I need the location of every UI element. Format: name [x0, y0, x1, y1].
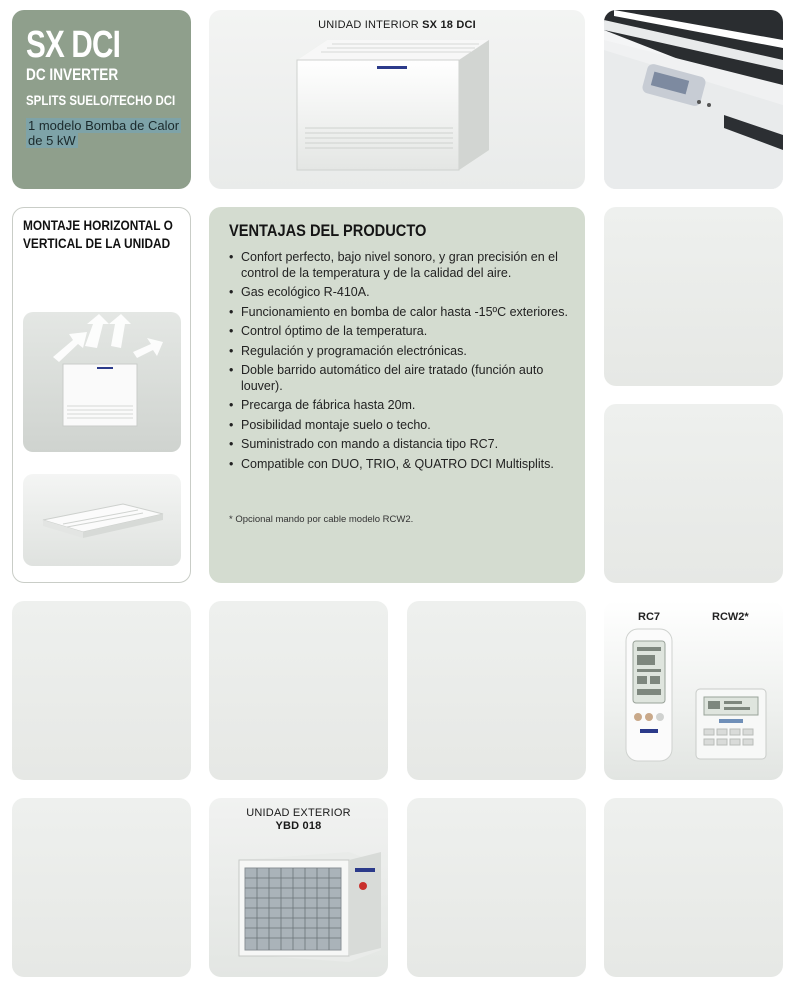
outdoor-unit-image	[209, 798, 388, 977]
outdoor-unit-label: UNIDAD EXTERIOR	[246, 807, 351, 819]
mounting-tile	[12, 207, 191, 583]
outdoor-unit-tile	[209, 798, 388, 977]
empty-tile	[604, 404, 783, 583]
advantage-item: • Precarga de fábrica hasta 20m.	[229, 397, 581, 413]
ceiling-mount-photo	[23, 474, 181, 566]
rcw2-label: RCW2*	[712, 611, 749, 623]
header-tile	[12, 10, 191, 189]
empty-tile	[604, 207, 783, 386]
rc7-label: RC7	[638, 611, 661, 623]
remotes-tile	[604, 601, 783, 780]
product-category: SPLITS SUELO/TECHO DCI	[26, 92, 176, 108]
floor-unit-airflow-image	[23, 312, 181, 452]
indoor-unit-tile	[209, 10, 585, 189]
indoor-unit-label: UNIDAD INTERIOR	[318, 19, 419, 31]
advantage-item: • Confort perfecto, bajo nivel sonoro, y gran precisión en el control de la temperatura y de la calidad del aire.	[229, 249, 581, 281]
remote-controls-image	[604, 601, 783, 780]
advantage-item: • Gas ecológico R-410A.	[229, 284, 581, 300]
models-available	[26, 118, 181, 148]
advantages-title: VENTAJAS DEL PRODUCTO	[229, 221, 427, 240]
advantages-tile	[209, 207, 585, 583]
product-subtitle: DC INVERTER	[26, 65, 119, 84]
indoor-unit-model: SX 18 DCI	[422, 19, 476, 31]
empty-tile	[12, 601, 191, 780]
models-line-2: de 5 kW	[28, 133, 76, 148]
models-line-1: 1 modelo Bomba de Calor	[28, 118, 180, 133]
advantage-item: • Funcionamiento en bomba de calor hasta -15ºC exteriores.	[229, 304, 581, 320]
empty-tile	[604, 798, 783, 977]
outdoor-unit-model: YBD 018	[275, 820, 322, 832]
advantage-item: • Posibilidad montaje suelo o techo.	[229, 417, 581, 433]
advantages-footnote: * Opcional mando por cable modelo RCW2.	[229, 514, 414, 525]
unit-detail-image	[604, 10, 783, 189]
unit-detail-tile	[604, 10, 783, 189]
advantages-list	[229, 249, 581, 475]
empty-tile	[407, 798, 586, 977]
advantage-item: • Suministrado con mando a distancia tipo RC7.	[229, 436, 581, 452]
advantage-item: • Doble barrido automático del aire tratado (función auto louver).	[229, 362, 581, 394]
product-title: SX DCI	[26, 24, 121, 66]
ceiling-unit-image	[23, 474, 181, 566]
empty-tile	[407, 601, 586, 780]
vertical-mount-photo	[23, 312, 181, 452]
empty-tile	[12, 798, 191, 977]
advantage-item: • Regulación y programación electrónicas.	[229, 343, 581, 359]
empty-tile	[209, 601, 388, 780]
mounting-title: MONTAJE HORIZONTAL O VERTICAL DE LA UNIDAD	[23, 218, 173, 251]
advantage-item: • Compatible con DUO, TRIO, & QUATRO DCI Multisplits.	[229, 456, 581, 472]
advantage-item: • Control óptimo de la temperatura.	[229, 323, 581, 339]
indoor-unit-image	[209, 10, 585, 189]
